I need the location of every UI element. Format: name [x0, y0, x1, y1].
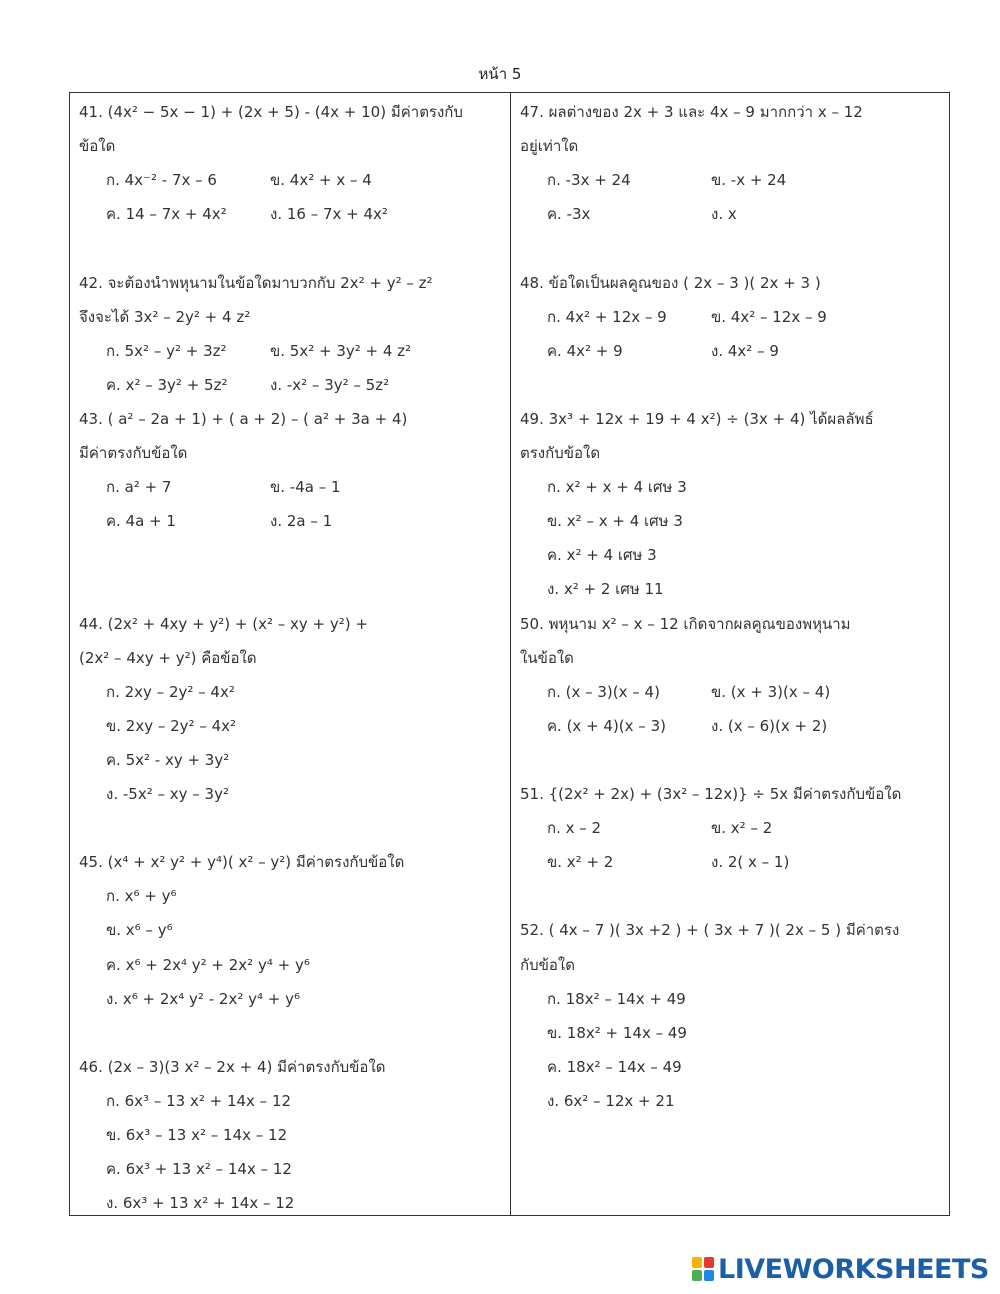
answer-option: ง. 16 – 7x + 4x² [270, 205, 388, 224]
question-text: 46. (2x – 3)(3 x² – 2x + 4) มีค่าตรงกับข้อใด [79, 1057, 386, 1076]
answer-option: ค. 4x² + 9 [547, 341, 623, 360]
question-text: อยู่เท่าใด [520, 137, 579, 156]
answer-option: ค. x² – 3y² + 5z² [106, 375, 228, 394]
question-text: กับข้อใด [520, 955, 575, 974]
answer-option: ข. 2xy – 2y² – 4x² [106, 716, 237, 735]
answer-option: ข. 18x² + 14x – 49 [547, 1023, 687, 1042]
answer-option: ง. x [711, 205, 737, 224]
logo-blocks-icon [692, 1257, 714, 1281]
answer-option: ง. -5x² – xy – 3y² [106, 785, 229, 803]
logo-block [704, 1257, 714, 1268]
question-text: 45. (x⁴ + x² y² + y⁴)( x² – y²) มีค่าตรงกับข้อใด [79, 853, 405, 872]
answer-option: ง. -x² – 3y² – 5z² [270, 375, 390, 394]
logo-block [704, 1270, 714, 1281]
page-number: หน้า 5 [478, 65, 522, 83]
answer-option: ข. 4x² – 12x – 9 [711, 307, 827, 326]
question-text: ข้อใด [79, 137, 116, 156]
answer-option: ค. 14 – 7x + 4x² [106, 205, 227, 224]
answer-option: ข. (x + 3)(x – 4) [711, 682, 831, 701]
answer-option: ข. x² – x + 4 เศษ 3 [547, 512, 683, 531]
answer-option: ข. x⁶ – y⁶ [106, 921, 173, 940]
answer-option: ก. a² + 7 [106, 478, 172, 497]
answer-option: ก. x² + x + 4 เศษ 3 [547, 478, 687, 497]
answer-option: ข. 4x² + x – 4 [270, 171, 372, 190]
answer-option: ง. 4x² – 9 [711, 341, 779, 360]
answer-option: ก. -3x + 24 [547, 171, 631, 190]
question-text: 49. 3x³ + 12x + 19 + 4 x²) ÷ (3x + 4) ได้ผลลัพธ์ [520, 409, 874, 428]
answer-option: ง. (x – 6)(x + 2) [711, 716, 828, 735]
question-text: 48. ข้อใดเป็นผลคูณของ ( 2x – 3 )( 2x + 3 ) [520, 273, 821, 292]
answer-option: ก. 5x² – y² + 3z² [106, 341, 227, 360]
answer-option: ง. 2( x – 1) [711, 853, 790, 872]
answer-option: ค. 4a + 1 [106, 512, 176, 531]
answer-option: ง. 6x³ + 13 x² + 14x – 12 [106, 1194, 295, 1213]
question-text: 51. {(2x² + 2x) + (3x² – 12x)} ÷ 5x มีค่าตรงกับข้อใด [520, 785, 902, 803]
answer-option: ค. -3x [547, 205, 591, 224]
liveworksheets-logo [692, 1254, 989, 1284]
question-text: 52. ( 4x – 7 )( 3x +2 ) + ( 3x + 7 )( 2x – 5 ) มีค่าตรง [520, 921, 900, 940]
question-text: 44. (2x² + 4xy + y²) + (x² – xy + y²) + [79, 614, 368, 633]
answer-option: ค. 6x³ + 13 x² – 14x – 12 [106, 1160, 292, 1179]
answer-option: ง. x⁶ + 2x⁴ y² - 2x² y⁴ + y⁶ [106, 989, 300, 1008]
question-text: ตรงกับข้อใด [520, 444, 601, 462]
answer-option: ก. 6x³ – 13 x² + 14x – 12 [106, 1091, 292, 1110]
answer-option: ก. x – 2 [547, 819, 602, 838]
question-text: 41. (4x² − 5x − 1) + (2x + 5) - (4x + 10) มีค่าตรงกับ [79, 103, 463, 121]
question-text: ในข้อใด [520, 648, 574, 667]
answer-option: ข. 6x³ – 13 x² – 14x – 12 [106, 1126, 288, 1144]
answer-option: ข. x² + 2 [547, 853, 614, 872]
answer-option: ก. 4x⁻² - 7x – 6 [106, 171, 217, 190]
question-text: 42. จะต้องนำพหุนามในข้อใดมาบวกกับ 2x² + y² – z² [79, 273, 433, 292]
answer-option: ง. 2a – 1 [270, 512, 333, 531]
answer-option: ค. 5x² - xy + 3y² [106, 750, 230, 769]
answer-option: ค. x² + 4 เศษ 3 [547, 546, 657, 565]
answer-option: ก. (x – 3)(x – 4) [547, 682, 660, 701]
answer-option: ข. 5x² + 3y² + 4 z² [270, 341, 412, 360]
answer-option: ค. 18x² – 14x – 49 [547, 1057, 682, 1076]
answer-option: ค. x⁶ + 2x⁴ y² + 2x² y⁴ + y⁶ [106, 955, 310, 974]
question-text: 50. พหุนาม x² – x – 12 เกิดจากผลคูณของพหุนาม [520, 614, 851, 633]
worksheet-table [69, 92, 950, 1216]
logo-text: LIVEWORKSHEETS [718, 1253, 989, 1285]
answer-option: ง. x² + 2 เศษ 11 [547, 580, 664, 599]
question-text: 43. ( a² – 2a + 1) + ( a + 2) – ( a² + 3a + 4) [79, 409, 408, 428]
question-text: (2x² – 4xy + y²) คือข้อใด [79, 648, 257, 667]
answer-option: ค. (x + 4)(x – 3) [547, 716, 666, 735]
answer-option: ข. -x + 24 [711, 171, 787, 190]
answer-option: ข. x² – 2 [711, 819, 773, 838]
question-text: มีค่าตรงกับข้อใด [79, 444, 188, 462]
answer-option: ข. -4a – 1 [270, 478, 341, 497]
question-text: 47. ผลต่างของ 2x + 3 และ 4x – 9 มากกว่า x – 12 [520, 103, 863, 121]
question-text: จึงจะได้ 3x² – 2y² + 4 z² [79, 307, 251, 326]
column-divider [510, 93, 511, 1215]
answer-option: ก. x⁶ + y⁶ [106, 887, 177, 906]
answer-option: ก. 4x² + 12x – 9 [547, 307, 667, 326]
answer-option: ก. 2xy – 2y² – 4x² [106, 682, 235, 701]
answer-option: ง. 6x² – 12x + 21 [547, 1091, 675, 1110]
logo-block [692, 1270, 702, 1281]
logo-block [692, 1257, 702, 1268]
answer-option: ก. 18x² – 14x + 49 [547, 989, 686, 1008]
